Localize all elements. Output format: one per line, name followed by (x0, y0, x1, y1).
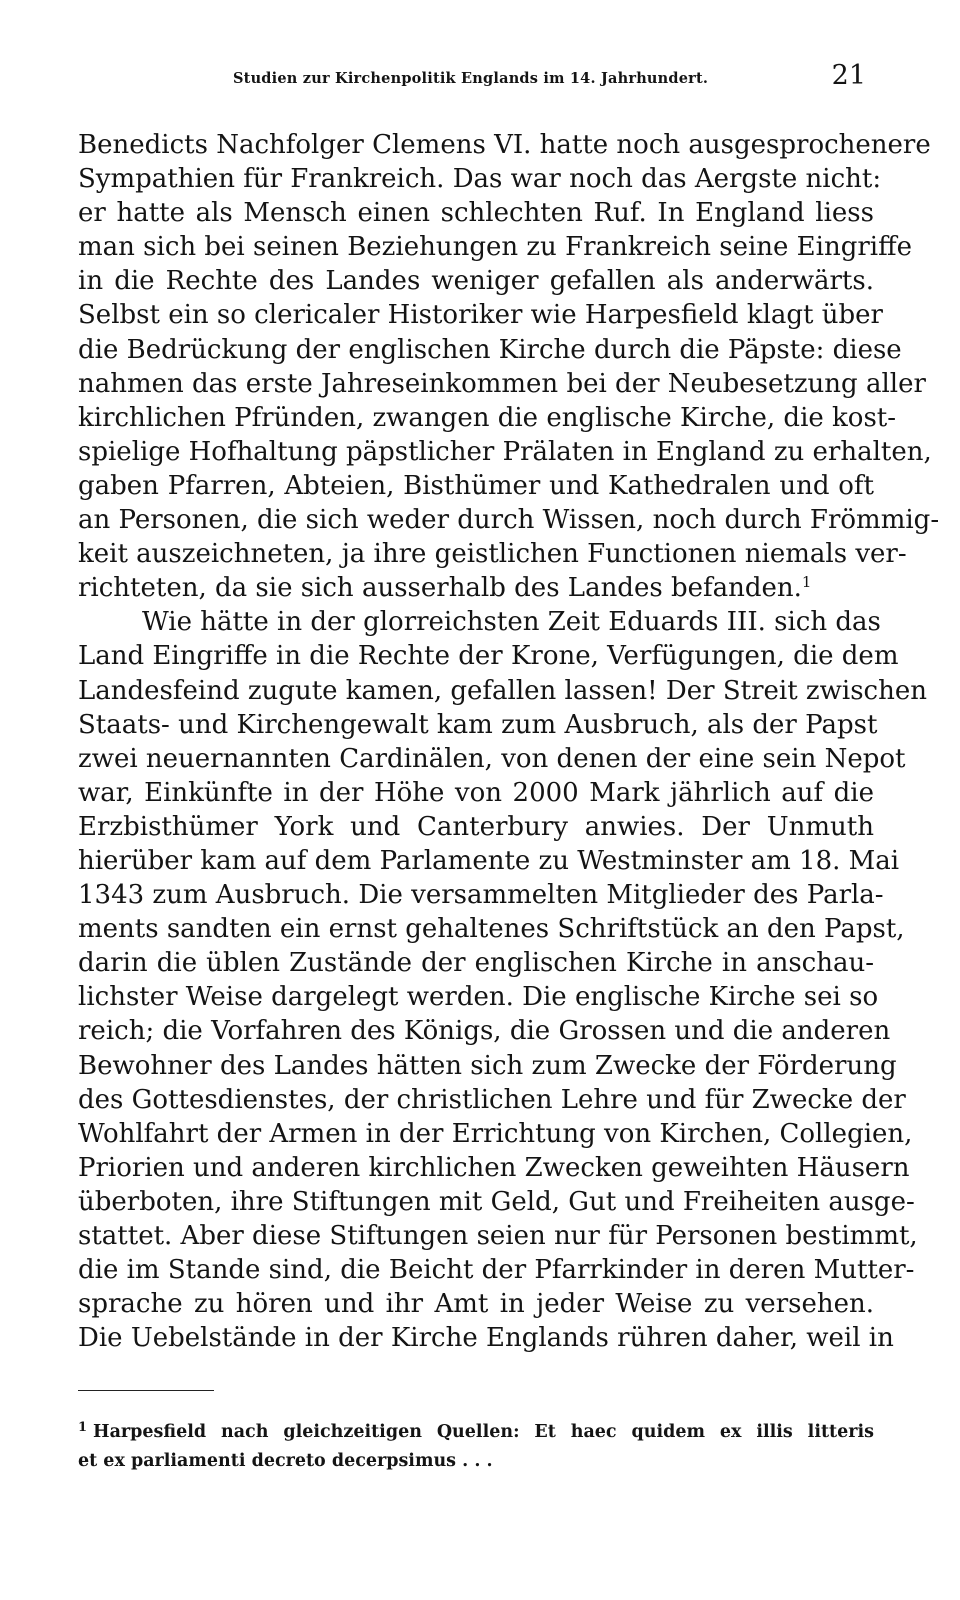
paragraph-start-line: Wie hätte in der glorreichsten Zeit Eduards III. sich das (142, 607, 881, 638)
page-header (78, 60, 874, 96)
running-title: Studien zur Kirchenpolitik Englands im 14. Jahrhundert. (233, 70, 709, 87)
text-line-with-footnote (78, 571, 874, 605)
text-line: Selbst ein so clericaler Historiker wie Harpesfield klagt über (78, 300, 883, 331)
footnotes (78, 1418, 874, 1476)
text-line: darin die üblen Zustände der englischen Kirche in anschau- (78, 948, 874, 979)
text-line: Bewohner des Landes hätten sich zum Zwecke der Förderung (78, 1050, 897, 1081)
text-line: Landesfeind zugute kamen, gefallen lassen! Der Streit zwischen (78, 675, 927, 706)
text-line: Benedicts Nachfolger Clemens VI. hatte noch ausgesprochenere (78, 130, 931, 160)
text-line: ments sandten ein ernst gehaltenes Schriftstück an den Papst, (78, 914, 905, 945)
footnote-divider (78, 1390, 214, 1391)
text-line: 1343 zum Ausbruch. Die versammelten Mitglieder des Parla- (78, 880, 884, 911)
text-line: reich; die Vorfahren des Königs, die Grossen und die anderen (78, 1016, 891, 1047)
text-line: in die Rechte des Landes weniger gefallen als anderwärts. (78, 266, 874, 297)
text-line: Die Uebelstände in der Kirche Englands rühren daher, weil in (78, 1323, 894, 1354)
text-line: Staats- und Kirchengewalt kam zum Ausbruch, als der Papst (78, 709, 878, 740)
text-line: Wohlfahrt der Armen in der Errichtung von Kirchen, Collegien, (78, 1118, 913, 1149)
text-line: Priorien und anderen kirchlichen Zwecken geweihten Häusern (78, 1152, 910, 1183)
text-line: an Personen, die sich weder durch Wissen, noch durch Frömmig- (78, 505, 940, 536)
text-line: hierüber kam auf dem Parlamente zu Westminster am 18. Mai (78, 845, 900, 876)
text-line: sprache zu hören und ihr Amt in jeder Weise zu versehen. (78, 1289, 874, 1320)
text-line: lichster Weise dargelegt werden. Die englische Kirche sei so (78, 982, 879, 1013)
text-line: spielige Hofhaltung päpstlicher Prälaten in England zu erhalten, (78, 436, 932, 467)
text-line: überboten, ihre Stiftungen mit Geld, Gut und Freiheiten ausge- (78, 1186, 915, 1217)
footnote-line: et ex parliamenti decreto decerpsimus . . . (78, 1451, 493, 1471)
text-line: war, Einkünfte in der Höhe von 2000 Mark jährlich auf die (78, 777, 874, 808)
text-line: stattet. Aber diese Stiftungen seien nur für Personen bestimmt, (78, 1221, 918, 1251)
text-line: nahmen das erste Jahreseinkommen bei der Neubesetzung aller (78, 368, 926, 399)
footnote-reference: 1 (801, 573, 812, 592)
text-line: gaben Pfarren, Abteien, Bisthümer und Kathedralen und oft (78, 470, 874, 501)
footnote-line (78, 1418, 874, 1447)
text-line-content: richteten, da sie sich ausserhalb des Landes befanden. (78, 573, 802, 604)
text-line: Land Eingriffe in die Rechte der Krone, Verfügungen, die dem (78, 641, 899, 672)
text-line: keit auszeichneten, ja ihre geistlichen Functionen niemals ver- (78, 539, 907, 570)
text-line: Erzbisthümer York und Canterbury anwies. Der Unmuth (78, 811, 874, 842)
text-line: er hatte als Mensch einen schlechten Ruf. In England liess (78, 198, 874, 229)
text-line: des Gottesdienstes, der christlichen Lehre und für Zwecke der (78, 1084, 906, 1115)
page-number: 21 (831, 60, 866, 91)
text-line: Sympathien für Frankreich. Das war noch das Aergste nicht: (78, 164, 882, 195)
body-text (78, 128, 940, 1355)
text-line: man sich bei seinen Beziehungen zu Frankreich seine Eingriffe (78, 232, 912, 263)
text-line: kirchlichen Pfründen, zwangen die englische Kirche, die kost- (78, 402, 897, 433)
text-line: zwei neuernannten Cardinälen, von denen der eine sein Nepot (78, 743, 906, 774)
footnote-text: Harpesfield nach gleichzeitigen Quellen: Et haec quidem ex illis litteris (93, 1422, 874, 1442)
text-line: die im Stande sind, die Beicht der Pfarrkinder in deren Mutter- (78, 1255, 915, 1286)
footnote-marker: 1 (78, 1420, 88, 1435)
text-line: die Bedrückung der englischen Kirche durch die Päpste: diese (78, 334, 902, 365)
